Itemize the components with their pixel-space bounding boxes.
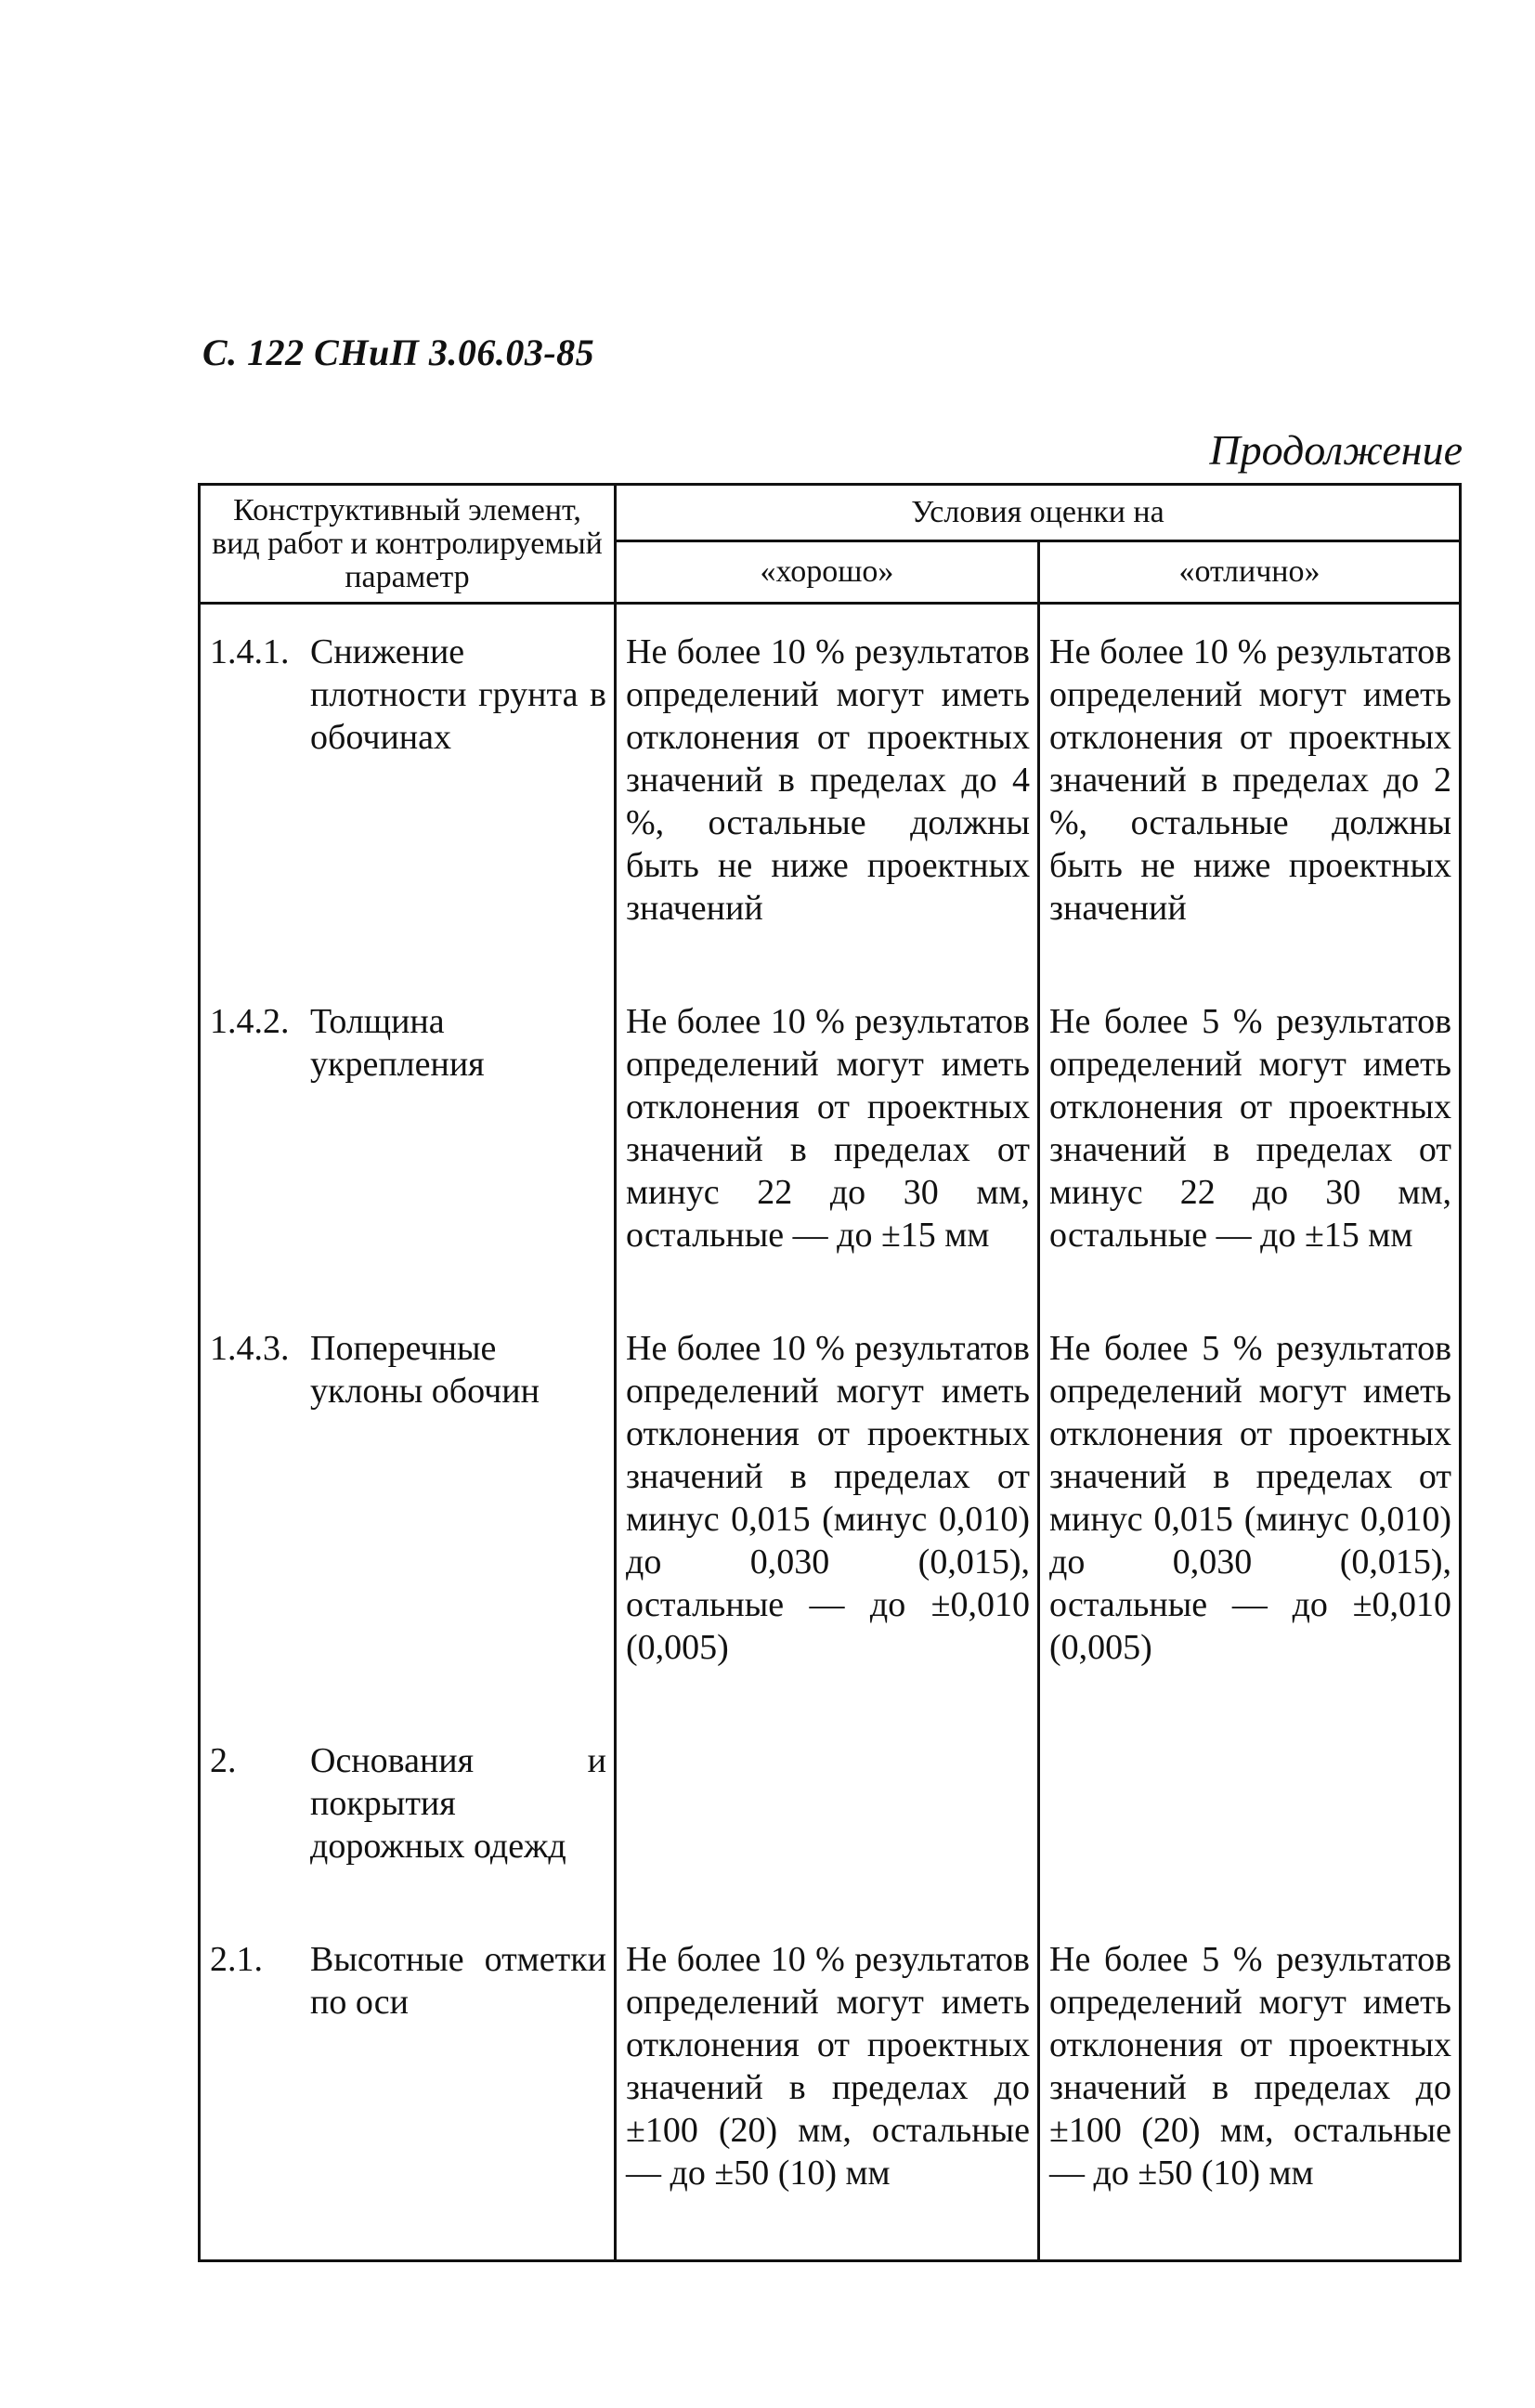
good-cell: Не более 10 % результатов определений могут иметь отклонения от проектных значений в пределах от минус 0,015 (минус 0,010) до 0,030 (0,015), остальные — до ±0,010 (0,005) (616, 1297, 1039, 1710)
row-number: 1.4.1. (210, 632, 290, 671)
col-header-good: «хорошо» (616, 541, 1039, 604)
col-header-conditions: Условия оценки на (616, 485, 1461, 541)
excellent-cell (1039, 1710, 1461, 1908)
row-number: 2. (210, 1741, 237, 1780)
row-number: 1.4.2. (210, 1002, 290, 1041)
table-row (200, 1710, 1461, 1908)
table-row (200, 1297, 1461, 1710)
excellent-cell: Не более 5 % результатов определений могут иметь отклонения от проектных значений в пределах от минус 0,015 (минус 0,010) до 0,030 (0,015), остальные — до ±0,010 (0,005) (1039, 1297, 1461, 1710)
page-header: С. 122 СНиП 3.06.03-85 (202, 332, 595, 373)
table-row (200, 970, 1461, 1297)
excellent-cell: Не более 5 % результатов определений могут иметь отклонения от проектных значений в пределах от минус 22 до 30 мм, остальные — до ±15 мм (1039, 970, 1461, 1297)
param-text: Толщина укрепления (310, 1002, 485, 1084)
param-text: Поперечные уклоны обочин (310, 1329, 540, 1411)
good-cell: Не более 10 % результатов определений могут иметь отклонения от проектных значений в пределах от минус 22 до 30 мм, остальные — до ±15 мм (616, 970, 1039, 1297)
continued-label: Продолжение (1209, 426, 1463, 474)
table-row (200, 604, 1461, 971)
evaluation-table (198, 483, 1462, 2262)
row-number: 1.4.3. (210, 1329, 290, 1368)
param-cell (200, 604, 616, 971)
param-text: Основания и покрытия дорожных одежд (310, 1741, 606, 1866)
param-text: Снижение плотности грунта в обочинах (310, 632, 606, 757)
table-row (200, 1908, 1461, 2261)
excellent-cell: Не более 10 % результатов определений могут иметь отклонения от проектных значений в пределах до 2 %, остальные должны быть не ниже проектных значений (1039, 604, 1461, 971)
col-header-excellent: «отлично» (1039, 541, 1461, 604)
row-number: 2.1. (210, 1940, 263, 1979)
col-header-parameter: Конструктивный элемент, вид работ и контролируемый параметр (200, 485, 616, 604)
good-cell: Не более 10 % результатов определений могут иметь отклонения от проектных значений в пределах до 4 %, остальные должны быть не ниже проектных значений (616, 604, 1039, 971)
excellent-cell: Не более 5 % результатов определений могут иметь отклонения от проектных значений в пределах до ±100 (20) мм, остальные — до ±50 (10) мм (1039, 1908, 1461, 2261)
param-cell (200, 1297, 616, 1710)
param-text: Высотные отметки по оси (310, 1940, 606, 2022)
param-cell (200, 1908, 616, 2261)
good-cell (616, 1710, 1039, 1908)
param-cell (200, 970, 616, 1297)
param-cell (200, 1710, 616, 1908)
good-cell: Не более 10 % результатов определений могут иметь отклонения от проектных значений в пределах до ±100 (20) мм, остальные — до ±50 (10) мм (616, 1908, 1039, 2261)
